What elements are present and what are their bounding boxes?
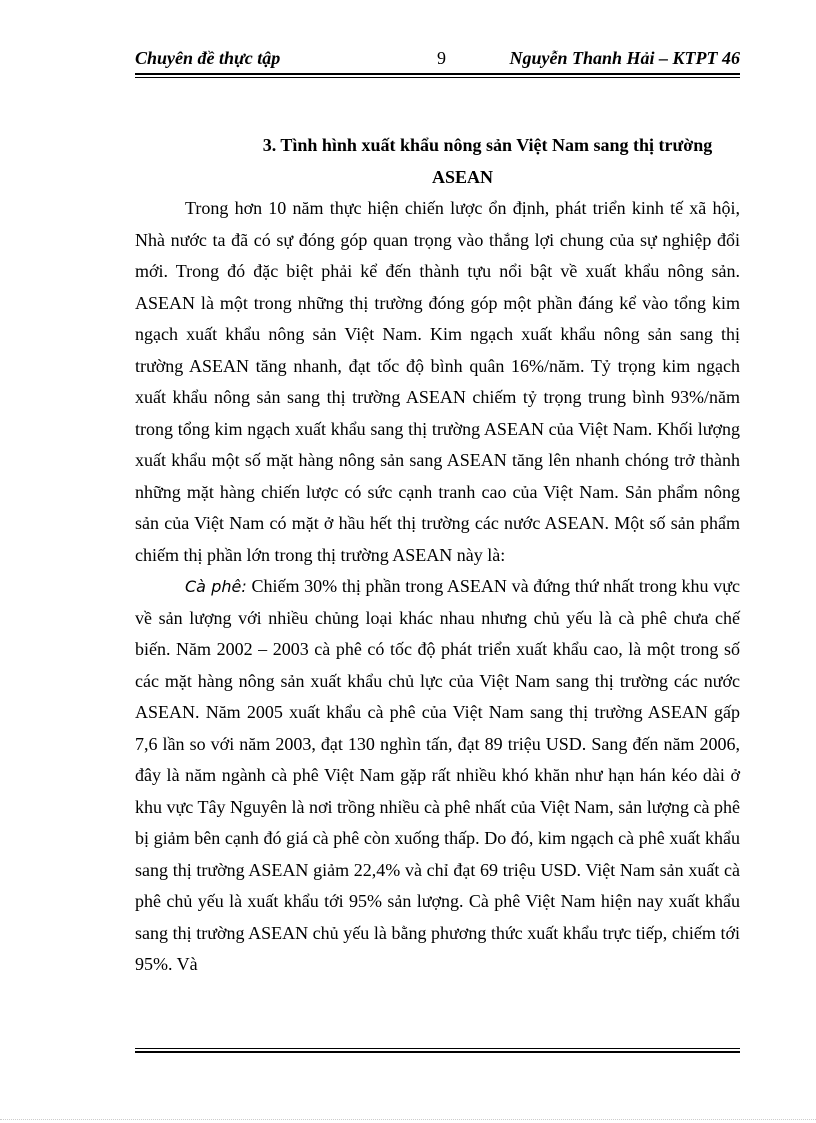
- section-heading: 3. Tình hình xuất khẩu nông sản Việt Nam sang thị trường ASEAN: [262, 135, 713, 187]
- paragraph-coffee-text: Chiếm 30% thị phần trong ASEAN và đứng thứ nhất trong khu vực về sản lượng với nhiều chủng loại khác nhau nhưng chủ yếu là cà phê chưa chế biến. Năm 2002 – 2003 cà phê có tốc độ phát triển xuất khẩu cao, là một trong số các mặt hàng nông sản xuất khẩu chủ lực của Việt Nam sang thị trường các nước ASEAN. Năm 2005 xuất khẩu cà phê của Việt Nam sang thị trường ASEAN gấp 7,6 lần so với năm 2003, đạt 130 nghìn tấn, đạt 89 triệu USD. Sang đến năm 2006, đây là năm ngành cà phê Việt Nam gặp rất nhiều khó khăn như hạn hán kéo dài ở khu vực Tây Nguyên là nơi trồng nhiều cà phê nhất của Việt Nam, sản lượng cà phê bị giảm bên cạnh đó giá cà phê còn xuống thấp. Do đó, kim ngạch cà phê xuất khẩu sang thị trường ASEAN giảm 22,4% và chỉ đạt 69 triệu USD. Việt Nam sản xuất cà phê chủ yếu là xuất khẩu tới 95% sản lượng. Cà phê Việt Nam hiện nay xuất khẩu sang thị trường ASEAN chủ yếu là bằng phương thức xuất khẩu trực tiếp, chiếm tới 95%. Và: [135, 576, 740, 974]
- paragraph-intro: Trong hơn 10 năm thực hiện chiến lược ổn định, phát triển kinh tế xã hội, Nhà nước ta đã có sự đóng góp quan trọng vào thắng lợi chung của sự nghiệp đổi mới. Trong đó đặc biệt phải kể đến thành tựu nổi bật về xuất khẩu nông sản. ASEAN là một trong những thị trường đóng góp một phần đáng kể vào tổng kim ngạch xuất khẩu nông sản Việt Nam. Kim ngạch xuất khẩu nông sản sang thị trường ASEAN tăng nhanh, đạt tốc độ bình quân 16%/năm. Tỷ trọng kim ngạch xuất khẩu nông sản sang thị trường ASEAN chiếm tỷ trọng trung bình 93%/năm trong tổng kim ngạch xuất khẩu sang thị trường ASEAN của Việt Nam. Khối lượng xuất khẩu một số mặt hàng nông sản sang ASEAN tăng lên nhanh chóng trở thành những mặt hàng chiến lược có sức cạnh tranh cao của Việt Nam. Sản phẩm nông sản của Việt Nam có mặt ở hầu hết thị trường các nước ASEAN. Một số sản phẩm chiếm thị phần lớn trong thị trường ASEAN này là:: [135, 198, 740, 565]
- page-number: 9: [437, 48, 446, 68]
- page-header: [135, 48, 740, 70]
- page-body: [135, 130, 740, 981]
- header-author: Nguyễn Thanh Hải – KTPT 46: [509, 48, 740, 68]
- paragraph-coffee: [135, 571, 740, 981]
- header-document-title: Chuyên đề thực tập: [135, 48, 281, 68]
- page-edge: [0, 1119, 816, 1120]
- paragraph-coffee-lead: Cà phê:: [185, 577, 247, 596]
- footer-rule: [135, 1048, 740, 1053]
- header-rule: [135, 73, 740, 78]
